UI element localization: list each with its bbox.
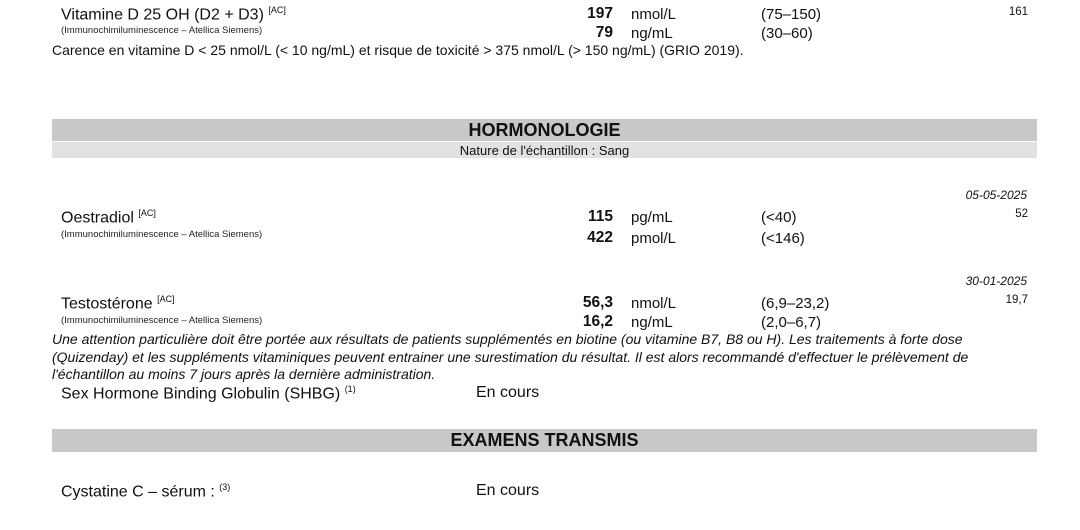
vitd-unit-2: ng/mL	[631, 25, 673, 42]
testosterone-previous-1: 19,7	[1005, 294, 1028, 306]
vitd-previous-1: 161	[1008, 6, 1028, 18]
oestradiol-name-text: Oestradiol	[61, 209, 134, 227]
testosterone-unit-2: ng/mL	[631, 314, 673, 331]
shbg-name	[61, 384, 356, 403]
testosterone-method: (Immunochimiluminescence – Atellica Siemens)	[61, 315, 263, 326]
vitd-unit-1: nmol/L	[631, 6, 677, 23]
vitd-note: Carence en vitamine D < 25 nmol/L (< 10 ng/mL) et risque de toxicité > 375 nmol/L (> 150 ng/mL) (GRIO 2019).	[52, 42, 744, 58]
shbg-name-text: Sex Hormone Binding Globulin (SHBG)	[61, 385, 341, 403]
oestradiol-unit-1: pg/mL	[631, 209, 673, 226]
vitd-ref-2: (30–60)	[761, 25, 813, 42]
cystatine-name-text: Cystatine C – sérum :	[61, 483, 215, 501]
oestradiol-date: 05-05-2025	[965, 188, 1027, 202]
oestradiol-previous-1: 52	[1015, 208, 1028, 220]
oestradiol-tag: [AC]	[138, 208, 156, 218]
testosterone-ref-2: (2,0–6,7)	[761, 314, 822, 331]
cystatine-footnote: (3)	[219, 482, 231, 492]
vitd-value-2: 79	[595, 24, 613, 41]
hormonologie-subtitle: Nature de l'échantillon : Sang	[459, 143, 630, 158]
vitd-method: (Immunochimiluminescence – Atellica Siemens)	[61, 25, 263, 36]
testosterone-value-1: 56,3	[582, 294, 613, 311]
testosterone-unit-1: nmol/L	[631, 295, 677, 312]
testosterone-tag: [AC]	[157, 294, 175, 304]
shbg-footnote: (1)	[344, 384, 356, 394]
testosterone-value-2: 16,2	[582, 313, 613, 330]
vitd-name-text: Vitamine D 25 OH (D2 + D3)	[61, 6, 264, 24]
shbg-status: En cours	[476, 384, 540, 401]
vitd-name	[61, 5, 286, 24]
oestradiol-ref-2: (<146)	[761, 230, 805, 247]
oestradiol-value-2: 422	[587, 229, 613, 246]
oestradiol-value-1: 115	[587, 208, 613, 225]
testosterone-ref-1: (6,9–23,2)	[761, 295, 830, 312]
oestradiol-ref-1: (<40)	[761, 209, 797, 226]
hormonologie-title: HORMONOLOGIE	[468, 120, 621, 140]
cystatine-status: En cours	[476, 482, 540, 499]
testosterone-date: 30-01-2025	[965, 274, 1027, 288]
examens-title: EXAMENS TRANSMIS	[450, 430, 639, 450]
vitd-ref-1: (75–150)	[761, 6, 822, 23]
testosterone-name-text: Testostérone	[61, 295, 153, 313]
oestradiol-method: (Immunochimiluminescence – Atellica Siemens)	[61, 229, 263, 240]
testosterone-name	[61, 294, 175, 313]
vitd-tag: [AC]	[268, 5, 286, 15]
biotine-warning-note: Une attention particulière doit être portée aux résultats de patients supplémentés en biotine (ou vitamine B7, B8 ou H). Les traitements à forte dose (Quizenday) et les suppléments vitaminiques peuvent entrainer une surestimation du résultat. Il est alors recommandé d'effectuer le prélèvement de l'échantillon au moins 7 jours après la dernière administration.	[52, 331, 969, 382]
oestradiol-name	[61, 208, 156, 227]
oestradiol-unit-2: pmol/L	[631, 230, 677, 247]
vitd-value-1: 197	[587, 5, 613, 22]
cystatine-name	[61, 482, 230, 501]
